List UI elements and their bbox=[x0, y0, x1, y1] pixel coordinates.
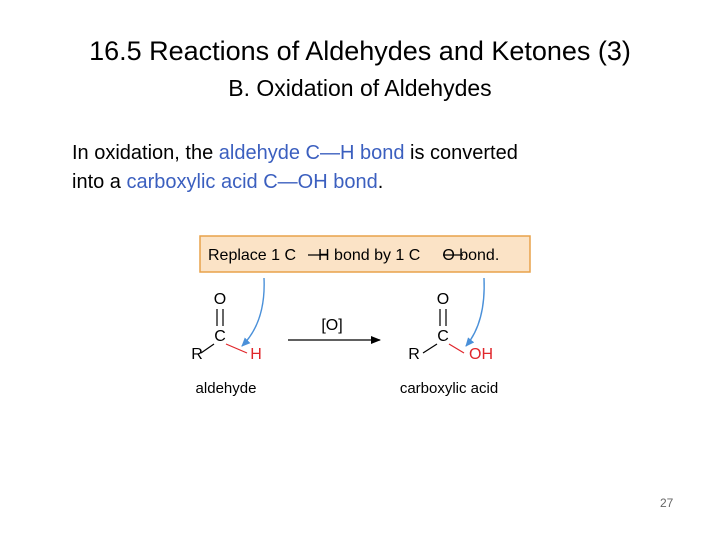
c-oh-bond bbox=[449, 344, 464, 353]
c-atom: C bbox=[214, 328, 226, 345]
para-text: In oxidation, the bbox=[72, 142, 219, 164]
r-group: R bbox=[408, 346, 420, 363]
rule-banner bbox=[200, 236, 530, 272]
c-h-bond bbox=[226, 344, 247, 353]
para-text: . bbox=[377, 171, 384, 193]
page-number: 27 bbox=[660, 496, 674, 510]
oxidant-label: [O] bbox=[321, 317, 343, 334]
explanation-paragraph bbox=[72, 139, 672, 197]
aldehyde-structure bbox=[191, 291, 262, 397]
h-atom: H bbox=[250, 346, 262, 363]
curved-arrow-icon bbox=[466, 278, 484, 346]
r-group: R bbox=[191, 346, 203, 363]
c-r-bond bbox=[201, 344, 214, 353]
banner-text-part: O bond. bbox=[442, 247, 500, 264]
carboxylic-acid-structure bbox=[400, 291, 498, 397]
para-text: into a bbox=[72, 171, 127, 193]
oh-group: OH bbox=[469, 346, 493, 363]
c-atom: C bbox=[437, 328, 449, 345]
oxidation-reaction-figure bbox=[180, 222, 550, 412]
c-r-bond bbox=[423, 344, 437, 353]
carboxylic-acid-label: carboxylic acid bbox=[399, 380, 499, 397]
curved-arrow-icon bbox=[242, 278, 264, 346]
slide-subtitle: B. Oxidation of Aldehydes bbox=[228, 75, 492, 101]
o-atom: O bbox=[213, 291, 227, 308]
carboxylic-bond-highlight: carboxylic acid C—OH bond bbox=[126, 171, 378, 193]
o-atom: O bbox=[436, 291, 450, 308]
banner-text-part: H bond by 1 C bbox=[318, 247, 421, 264]
para-text: is converted bbox=[404, 142, 518, 164]
aldehyde-label: aldehyde bbox=[195, 380, 257, 397]
reaction-arrow bbox=[288, 317, 380, 340]
slide-title: 16.5 Reactions of Aldehydes and Ketones (3) bbox=[89, 36, 631, 66]
banner-text-part: Replace 1 C bbox=[208, 247, 297, 264]
aldehyde-bond-highlight: aldehyde C—H bond bbox=[218, 142, 405, 164]
